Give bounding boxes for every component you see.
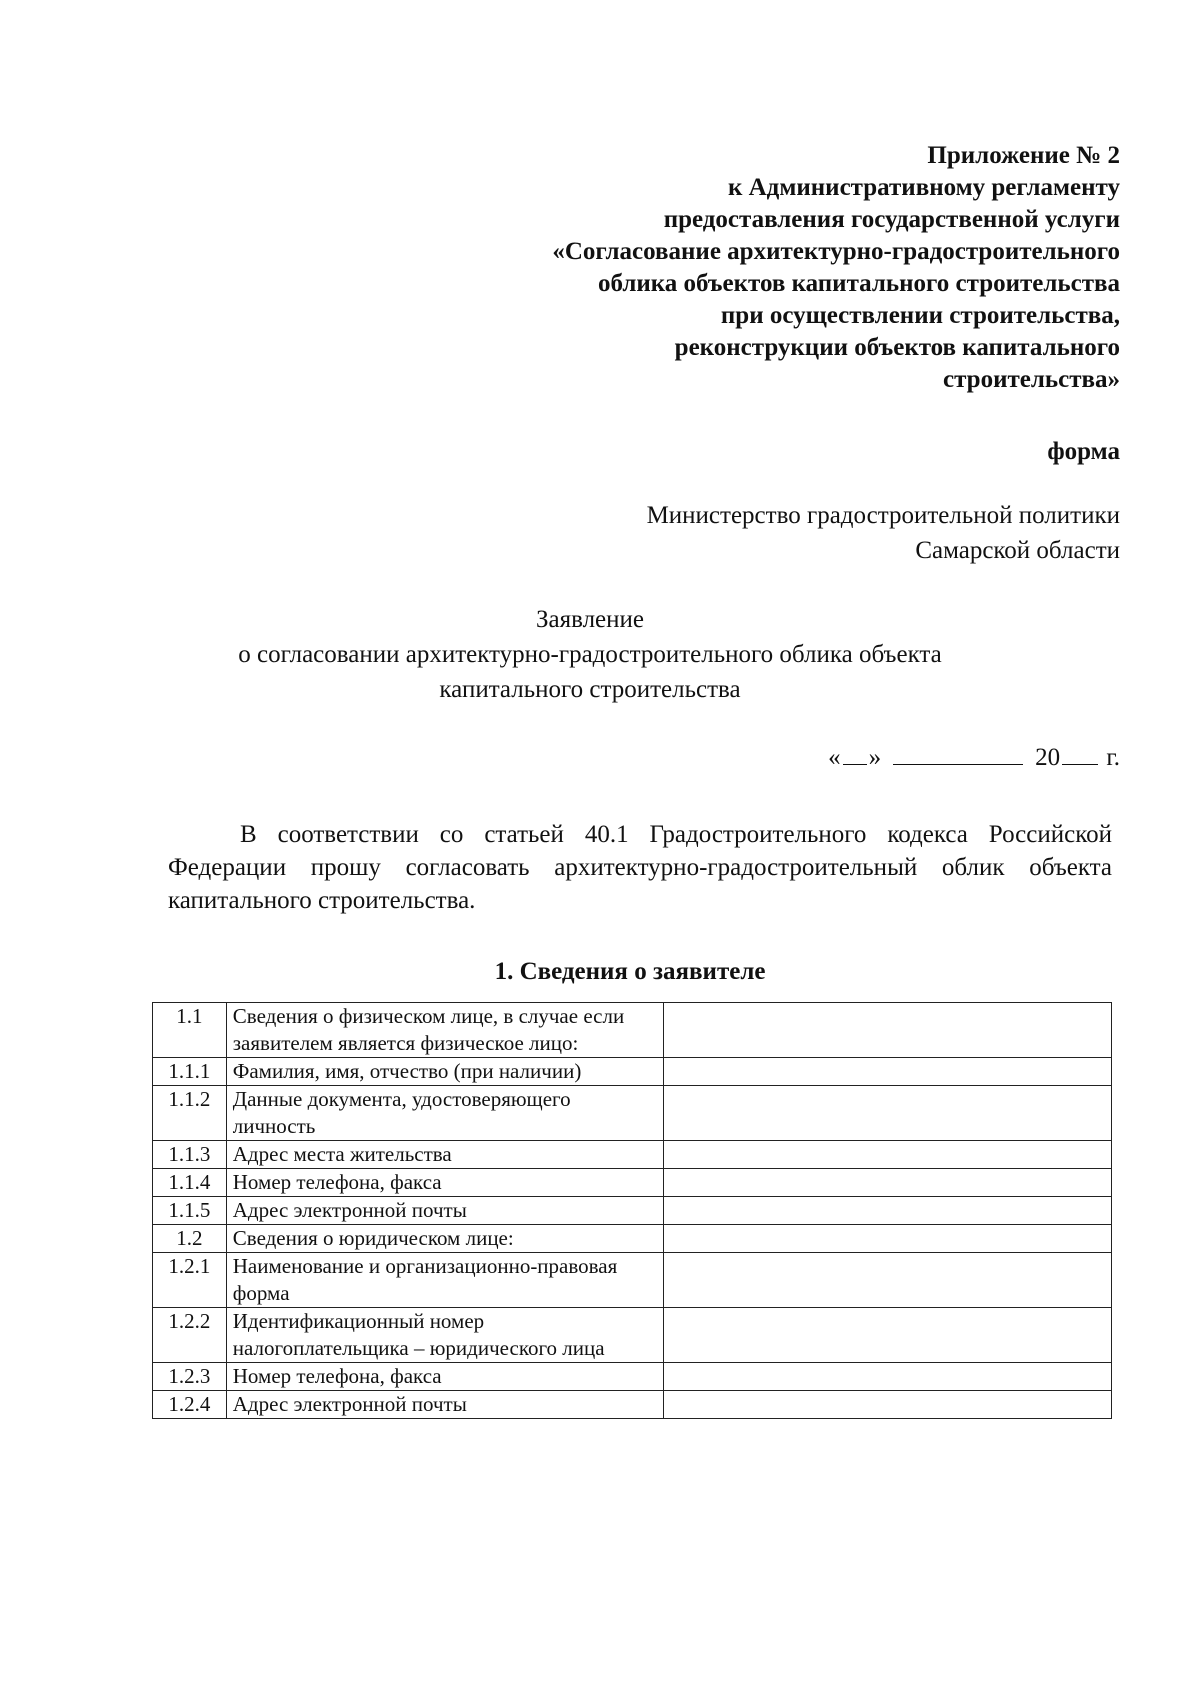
table-row xyxy=(153,1086,1112,1141)
title-line: о согласовании архитектурно-градостроительного облика объекта xyxy=(238,641,942,668)
appendix-line: к Административному регламенту xyxy=(727,174,1120,201)
row-label: Номер телефона, факса xyxy=(226,1169,664,1197)
year-blank-field[interactable] xyxy=(1062,740,1098,765)
appendix-line: предоставления государственной услуги xyxy=(663,206,1120,233)
row-value-field[interactable] xyxy=(664,1003,1112,1058)
date-close-quote: » xyxy=(868,744,882,771)
row-label: Сведения о физическом лице, в случае если заявителем является физическое лицо: xyxy=(226,1003,664,1058)
row-number: 1.2.4 xyxy=(153,1391,227,1419)
row-number: 1.1.1 xyxy=(153,1058,227,1086)
row-number: 1.1 xyxy=(153,1003,227,1058)
table-row xyxy=(153,1225,1112,1253)
row-number: 1.1.4 xyxy=(153,1169,227,1197)
date-line xyxy=(828,740,1120,774)
row-number: 1.2.1 xyxy=(153,1253,227,1308)
table-row xyxy=(153,1058,1112,1086)
appendix-line: реконструкции объектов капитального xyxy=(674,334,1120,361)
year-suffix: г. xyxy=(1106,744,1120,771)
request-paragraph: В соответствии со статьей 40.1 Градостроительного кодекса Российской Федерации прошу согласовать архитектурно-градостроительный облик объекта капитального строительства. xyxy=(168,821,1112,914)
table-row xyxy=(153,1363,1112,1391)
table-row xyxy=(153,1308,1112,1363)
row-value-field[interactable] xyxy=(664,1197,1112,1225)
table-row xyxy=(153,1169,1112,1197)
row-value-field[interactable] xyxy=(664,1225,1112,1253)
row-label: Фамилия, имя, отчество (при наличии) xyxy=(226,1058,664,1086)
row-label: Номер телефона, факса xyxy=(226,1363,664,1391)
row-value-field[interactable] xyxy=(664,1058,1112,1086)
form-label: форма xyxy=(1047,438,1120,465)
row-number: 1.1.3 xyxy=(153,1141,227,1169)
addressee-line: Самарской области xyxy=(915,537,1120,564)
month-blank-field[interactable] xyxy=(893,740,1023,765)
row-value-field[interactable] xyxy=(664,1308,1112,1363)
title-line: Заявление xyxy=(535,606,645,633)
appendix-line: «Согласование архитектурно-градостроительного xyxy=(552,238,1120,265)
row-value-field[interactable] xyxy=(664,1363,1112,1391)
appendix-line: облика объектов капитального строительства xyxy=(597,270,1120,297)
year-prefix: 20 xyxy=(1035,744,1061,771)
row-number: 1.2.3 xyxy=(153,1363,227,1391)
section-title: 1. Сведения о заявителе xyxy=(494,958,766,985)
addressee-line: Министерство градостроительной политики xyxy=(646,502,1120,529)
row-value-field[interactable] xyxy=(664,1253,1112,1308)
row-label: Наименование и организационно-правовая форма xyxy=(226,1253,664,1308)
table-row xyxy=(153,1391,1112,1419)
table-row xyxy=(153,1197,1112,1225)
row-value-field[interactable] xyxy=(664,1169,1112,1197)
date-open-quote: « xyxy=(828,744,841,771)
addressee-block xyxy=(520,498,1120,568)
row-number: 1.2 xyxy=(153,1225,227,1253)
row-label: Сведения о юридическом лице: xyxy=(226,1225,664,1253)
table-row xyxy=(153,1253,1112,1308)
appendix-line: при осуществлении строительства, xyxy=(720,302,1120,329)
title-line: капитального строительства xyxy=(439,676,741,703)
appendix-header xyxy=(360,140,1120,396)
row-value-field[interactable] xyxy=(664,1086,1112,1141)
row-number: 1.1.5 xyxy=(153,1197,227,1225)
row-value-field[interactable] xyxy=(664,1391,1112,1419)
table-row xyxy=(153,1141,1112,1169)
row-number: 1.2.2 xyxy=(153,1308,227,1363)
appendix-line: Приложение № 2 xyxy=(927,142,1120,169)
table-row xyxy=(153,1003,1112,1058)
appendix-line: строительства» xyxy=(943,366,1120,393)
row-label: Адрес места жительства xyxy=(226,1141,664,1169)
day-blank-field[interactable] xyxy=(843,740,867,765)
row-label: Идентификационный номер налогоплательщика – юридического лица xyxy=(226,1308,664,1363)
row-label: Адрес электронной почты xyxy=(226,1391,664,1419)
row-label: Данные документа, удостоверяющего личность xyxy=(226,1086,664,1141)
document-title xyxy=(150,602,1030,707)
row-number: 1.1.2 xyxy=(153,1086,227,1141)
row-label: Адрес электронной почты xyxy=(226,1197,664,1225)
row-value-field[interactable] xyxy=(664,1141,1112,1169)
applicant-info-table xyxy=(152,1002,1112,1419)
